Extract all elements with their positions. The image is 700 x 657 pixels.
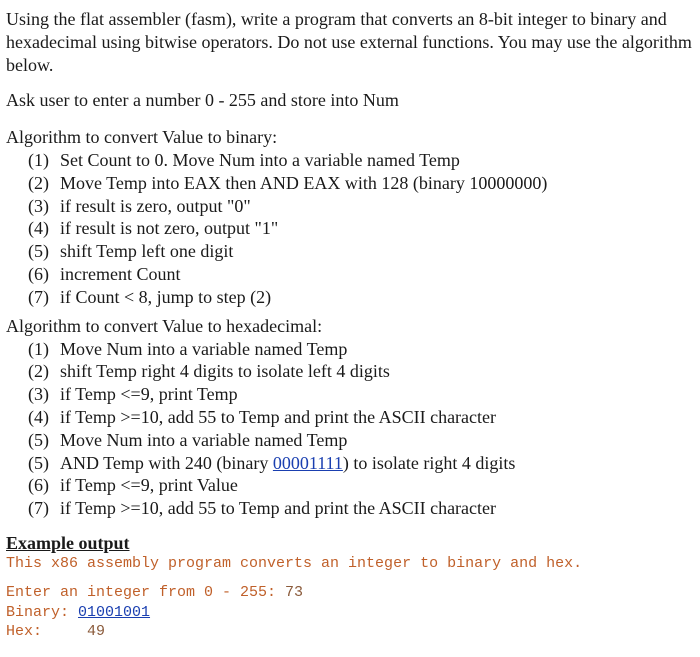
binary-value-link[interactable]: 01001001 (78, 603, 151, 621)
step-text-before: AND Temp with 240 (binary (60, 452, 273, 473)
step-number: (6) (28, 475, 49, 496)
step-text: Move Num into a variable named Temp (60, 429, 348, 450)
document (6, 8, 694, 642)
hex-value: 49 (87, 623, 106, 641)
step-text: if Temp >=10, add 55 to Temp and print the ASCII character (60, 498, 497, 519)
example-intro-line: This x86 assembly program converts an integer to binary and hex. (6, 554, 583, 572)
hex-step (28, 383, 694, 406)
step-text: if Temp <=9, print Temp (60, 384, 238, 405)
example-hex-line (6, 622, 694, 642)
prompt-label: Enter an integer from 0 - 255: (6, 584, 286, 602)
step-text: if Temp >=10, add 55 to Temp and print the ASCII character (60, 406, 497, 427)
binary-step (28, 217, 694, 240)
step-number: (2) (28, 361, 49, 382)
hex-step (28, 406, 694, 429)
binary-label: Binary: (6, 603, 79, 621)
step-number: (2) (28, 172, 49, 193)
binary-link[interactable]: 00001111 (272, 452, 343, 473)
hex-label: Hex: (6, 623, 88, 641)
step-text: shift Temp right 4 digits to isolate left 4 digits (60, 361, 390, 382)
example-binary-line (6, 603, 694, 623)
step-text: Set Count to 0. Move Num into a variable named Temp (60, 150, 460, 170)
step-number: (1) (28, 150, 49, 170)
step-number: (3) (28, 384, 49, 405)
step-text-after: ) to isolate right 4 digits (342, 452, 516, 473)
step-number: (5) (28, 429, 49, 450)
hex-step (28, 474, 694, 497)
binary-algorithm-title: Algorithm to convert Value to binary: (6, 127, 278, 147)
hex-step (28, 360, 694, 383)
step-text: increment Count (60, 263, 181, 284)
ask-instruction: Ask user to enter a number 0 - 255 and store into Num (6, 90, 399, 110)
hex-step (28, 497, 694, 520)
step-text: Move Num into a variable named Temp (60, 338, 348, 359)
binary-step (28, 195, 694, 218)
step-text: if Temp <=9, print Value (60, 475, 238, 496)
step-text: shift Temp left one digit (60, 241, 234, 262)
hex-step (28, 338, 694, 361)
binary-step (28, 263, 694, 286)
step-text: if result is not zero, output "1" (60, 218, 279, 239)
step-text: if result is zero, output "0" (60, 195, 251, 216)
example-prompt-line (6, 583, 694, 603)
step-text: if Count < 8, jump to step (2) (60, 286, 272, 307)
step-number: (6) (28, 263, 49, 284)
binary-step (28, 286, 694, 309)
hex-step (28, 429, 694, 452)
binary-step (28, 172, 694, 195)
hex-step (28, 452, 694, 475)
step-number: (4) (28, 218, 49, 239)
binary-step (28, 149, 694, 172)
step-number: (1) (28, 338, 49, 359)
binary-algorithm-steps (6, 149, 694, 309)
prompt-value: 73 (285, 584, 304, 602)
hex-algorithm-steps (6, 338, 694, 520)
step-number: (7) (28, 498, 49, 519)
example-output-heading: Example output (6, 532, 130, 553)
step-number: (5) (28, 452, 49, 473)
step-number: (5) (28, 241, 49, 262)
step-number: (3) (28, 195, 49, 216)
step-number: (7) (28, 286, 49, 307)
step-text: Move Temp into EAX then AND EAX with 128 (binary 10000000) (60, 172, 548, 193)
step-number: (4) (28, 406, 49, 427)
hex-algorithm-title: Algorithm to convert Value to hexadecimal: (6, 315, 323, 336)
intro-paragraph: Using the flat assembler (fasm), write a program that converts an 8-bit integer to binary and hexadecimal using bitwise operators. Do not use external functions. You may use the algorithm below. (6, 9, 692, 75)
binary-step (28, 240, 694, 263)
